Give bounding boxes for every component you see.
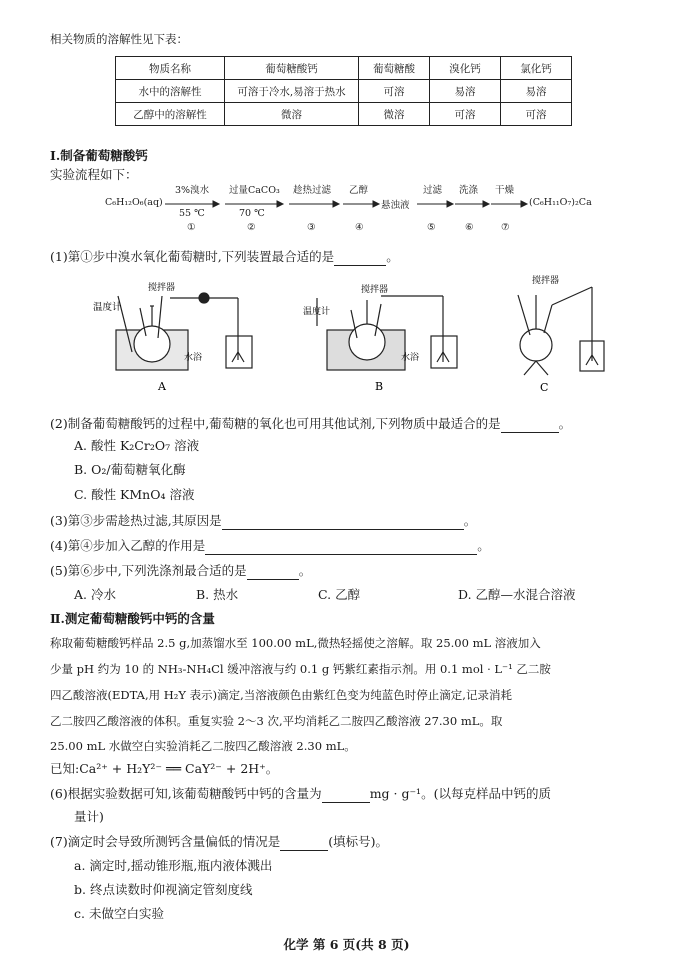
- flow-step3-top: 趁热过滤: [293, 185, 332, 196]
- q5-option-b: B. 热水: [196, 587, 239, 602]
- flow-end: (C₆H₁₁O₇)₂Ca: [529, 197, 592, 208]
- section2-para-2: 少量 pH 约为 10 的 NH₃-NH₄Cl 缓冲溶液与约 0.1 g 钙紫红素指示剂。用 0.1 mol · L⁻¹ 乙二胺: [50, 662, 551, 676]
- known-equation: 已知:Ca²⁺ + H₂Y²⁻ ══ CaY²⁻ + 2H⁺。: [50, 761, 279, 776]
- table-row: 物质名称 葡萄糖酸钙 葡萄糖酸 溴化钙 氯化钙: [116, 57, 572, 80]
- flow-start: C₆H₁₂O₆(aq): [105, 197, 163, 208]
- apparatus-c-diagram: [488, 265, 618, 394]
- process-flow: [105, 185, 595, 236]
- question-7: (7)滴定时会导致所测钙含量偏低的情况是 (填标号)。: [50, 834, 388, 849]
- flow-step3-num: ③: [307, 222, 316, 233]
- q5-option-c: C. 乙醇: [318, 587, 361, 602]
- apparatus-b-label: B: [375, 380, 384, 393]
- thermometer-label: 温度计: [93, 302, 122, 313]
- solubility-table: [115, 56, 572, 126]
- stirrer-label: 搅拌器: [148, 283, 176, 293]
- flow-intro: 实验流程如下：: [50, 167, 138, 182]
- thermometer-label: 温度计: [303, 307, 331, 317]
- question-2: (2)制备葡萄糖酸钙的过程中,葡萄糖的氧化也可用其他试剂,下列物质中最适合的是 。: [50, 416, 572, 431]
- apparatus-c-label: C: [540, 381, 549, 394]
- q7-option-b: b. 终点读数时仰视滴定管刻度线: [74, 882, 253, 897]
- question-1: (1)第①步中溴水氧化葡萄糖时,下列装置最合适的是 。: [50, 249, 399, 264]
- flow-step1-bottom: 55 ℃: [179, 208, 205, 219]
- question-6: (6)根据实验数据可知,该葡萄糖酸钙中钙的含量为 mg · g⁻¹。(以每克样品中钙的质: [50, 786, 551, 801]
- flow-mid: 悬浊液: [381, 200, 410, 211]
- page-footer: 化学 第 6 页(共 8 页): [283, 937, 410, 952]
- flow-step6-num: ⑥: [465, 222, 474, 233]
- flow-step1-top: 3%溴水: [175, 185, 210, 196]
- answer-blank: [334, 251, 386, 266]
- flow-step4-top: 乙醇: [349, 185, 369, 196]
- bath-label: 水浴: [184, 353, 203, 363]
- flow-step1-num: ①: [187, 222, 196, 233]
- flow-step5-num: ⑤: [427, 222, 436, 233]
- question-4: (4)第④步加入乙醇的作用是 。: [50, 538, 490, 553]
- q7-option-a: a. 滴定时,摇动锥形瓶,瓶内液体溅出: [74, 858, 273, 873]
- intro-text: 相关物质的溶解性见下表：: [50, 32, 188, 46]
- bath-label: 水浴: [401, 353, 420, 363]
- section1-title: Ⅰ.制备葡萄糖酸钙: [50, 148, 148, 163]
- answer-blank: [222, 515, 464, 530]
- flow-step7-top: 干燥: [495, 185, 515, 196]
- q2-option-a: A. 酸性 K₂Cr₂O₇ 溶液: [74, 438, 200, 453]
- flow-step2-top: 过量CaCO₃: [229, 185, 280, 196]
- answer-blank: [280, 836, 328, 851]
- q5-option-d: D. 乙醇—水混合溶液: [458, 587, 576, 602]
- table-row: 乙醇中的溶解性 微溶 微溶 可溶 可溶: [116, 103, 572, 126]
- q5-option-a: A. 冷水: [74, 587, 116, 602]
- flow-step2-num: ②: [247, 222, 256, 233]
- question-5: (5)第⑥步中,下列洗涤剂最合适的是 。: [50, 563, 312, 578]
- q2-option-b: B. O₂/葡萄糖氧化酶: [74, 462, 186, 477]
- q7-option-c: c. 未做空白实验: [74, 906, 164, 921]
- section2-para-4: 乙二胺四乙酸溶液的体积。重复实验 2～3 次,平均消耗乙二胺四乙酸溶液 27.30 mL。取: [50, 714, 503, 728]
- apparatus-b-diagram: [295, 278, 475, 393]
- answer-blank: [501, 418, 559, 433]
- answer-blank: [247, 565, 299, 580]
- apparatus-a-diagram: [88, 278, 263, 393]
- section2-para-5: 25.00 mL 水做空白实验消耗乙二胺四乙酸溶液 2.30 mL。: [50, 739, 356, 753]
- q2-option-c: C. 酸性 KMnO₄ 溶液: [74, 487, 195, 502]
- flow-step5-top: 过滤: [423, 185, 443, 196]
- apparatus-a-label: A: [158, 380, 166, 393]
- section2-para-3: 四乙酸溶液(EDTA,用 H₂Y 表示)滴定,当溶液颜色由紫红色变为纯蓝色时停止滴定,记录消耗: [50, 688, 512, 702]
- stirrer-label: 搅拌器: [361, 285, 389, 295]
- answer-blank: [205, 540, 477, 555]
- flow-step2-bottom: 70 ℃: [239, 208, 265, 219]
- flow-step7-num: ⑦: [501, 222, 510, 233]
- table-row: 水中的溶解性 可溶于冷水,易溶于热水 可溶 易溶 易溶: [116, 80, 572, 103]
- stirrer-label: 搅拌器: [532, 276, 560, 286]
- section2-para-1: 称取葡萄糖酸钙样品 2.5 g,加蒸馏水至 100.00 mL,微热轻摇使之溶解。取 25.00 mL 溶液加入: [50, 636, 541, 650]
- question-3: (3)第③步需趁热过滤,其原因是 。: [50, 513, 477, 528]
- question-6-cont: 量计): [74, 809, 104, 824]
- flow-step4-num: ④: [355, 222, 364, 233]
- flow-step6-top: 洗涤: [459, 185, 479, 196]
- section2-title: Ⅱ.测定葡萄糖酸钙中钙的含量: [50, 611, 215, 626]
- answer-blank: [322, 788, 370, 803]
